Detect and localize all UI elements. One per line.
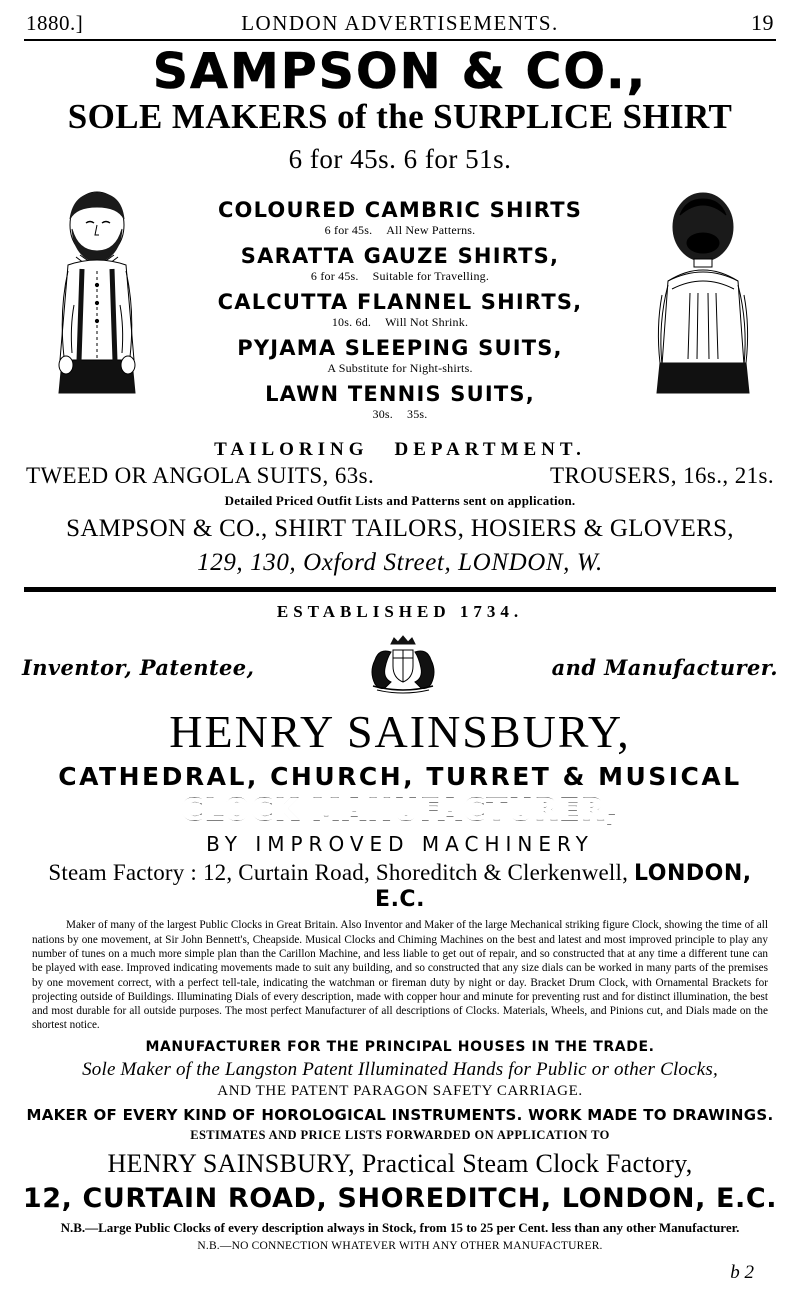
shirt-note-left: 10s. 6d. [331, 315, 372, 329]
sampson-figures-row [22, 185, 778, 429]
shirt-name: CALCUTTA FLANNEL SHIRTS, [217, 289, 583, 314]
tailoring-word-2: DEPARTMENT. [394, 439, 586, 461]
engraving-figure-back [628, 185, 778, 400]
sampson-price-line: 6 for 45s. 6 for 51s. [288, 143, 512, 174]
shirt-note-right: Suitable for Travelling. [372, 268, 490, 283]
established-line: ESTABLISHED 1734. [276, 602, 524, 622]
list-item [172, 337, 628, 376]
sampson-firm-line: SAMPSON & CO., SHIRT TAILORS, HOSIERS & GLOVERS, [66, 515, 734, 543]
tailoring-word-1: TAILORING [214, 439, 369, 461]
shirt-note-right: 35s. [407, 407, 428, 422]
sainsbury-final-address: 12, CURTAIN ROAD, SHOREDITCH, LONDON, E.C. [22, 1182, 778, 1214]
shirt-note [172, 315, 628, 330]
shirt-note [172, 407, 628, 422]
sainsbury-description [32, 918, 768, 1033]
nb-no-connection-note: N.B.—NO CONNECTION WHATEVER WITH ANY OTHER MANUFACTURER. [197, 1240, 603, 1253]
sole-maker-line: Sole Maker of the Langston Patent Illuminated Hands for Public or other Clocks, [82, 1058, 718, 1080]
list-item [172, 245, 628, 284]
coat-of-arms-icon [343, 634, 463, 696]
shirt-name: LAWN TENNIS SUITS, [265, 382, 535, 407]
tailoring-heading [22, 439, 778, 461]
tailoring-prices-row [22, 463, 778, 489]
shirt-name: PYJAMA SLEEPING SUITS, [237, 336, 563, 360]
nb-stock-note: N.B.—Large Public Clocks of every description always in Stock, from 15 to 25 per Cent. less than any other Manufacturer. [60, 1219, 740, 1235]
page-number: 19 [751, 10, 774, 35]
shirt-note [172, 361, 628, 376]
sainsbury-steam-factory [22, 860, 778, 912]
sainsbury-name: HENRY SAINSBURY, [169, 706, 631, 758]
shirt-note-right: All New Patterns. [386, 222, 476, 237]
list-item [172, 291, 628, 330]
ad-sampson [22, 43, 778, 577]
trousers-price: TROUSERS, 16s., 21s. [550, 463, 774, 489]
figure-back-illustration [628, 185, 778, 400]
steam-factory-address: Steam Factory : 12, Curtain Road, Shoreditch & Clerkenwell, [48, 860, 629, 886]
sampson-title: SAMPSON & CO., [152, 43, 648, 100]
shirt-note-left: A Substitute for Night-shirts. [327, 361, 473, 376]
horological-instruments-line: MAKER OF EVERY KIND OF HOROLOGICAL INSTRUMENTS. WORK MADE TO DRAWINGS. [26, 1105, 774, 1124]
sainsbury-final-name: HENRY SAINSBURY, Practical Steam Clock Factory, [107, 1148, 693, 1178]
manufacturer-principal-houses: MANUFACTURER FOR THE PRINCIPAL HOUSES IN THE TRADE. [145, 1038, 655, 1055]
shirt-name: COLOURED CAMBRIC SHIRTS [217, 197, 583, 222]
section-divider [24, 587, 776, 592]
list-item [172, 383, 628, 422]
shirt-note [172, 223, 628, 238]
page-title: LONDON ADVERTISEMENTS. [241, 11, 559, 35]
shirt-note [172, 269, 628, 284]
crest-row [22, 634, 778, 701]
running-head [22, 10, 778, 39]
ad-sainsbury [22, 602, 778, 1252]
shirt-note-left: 6 for 45s. [310, 268, 359, 283]
paragon-safety-carriage: AND THE PATENT PARAGON SAFETY CARRIAGE. [217, 1082, 583, 1099]
shirt-list [172, 185, 628, 429]
shirt-note-right: Will Not Shrink. [385, 315, 469, 329]
royal-arms-crest [343, 634, 463, 701]
man-front-illustration [22, 185, 172, 400]
estimates-line: ESTIMATES AND PRICE LISTS FORWARDED ON APPLICATION TO [190, 1127, 610, 1142]
detailed-lists-note: Detailed Priced Outfit Lists and Patterns sent on application. [224, 493, 576, 509]
page-year: 1880.] [26, 11, 84, 35]
shirt-note-left: 6 for 45s. [324, 222, 373, 237]
list-item [172, 199, 628, 238]
sainsbury-categories: CATHEDRAL, CHURCH, TURRET & MUSICAL [58, 762, 742, 792]
sainsbury-by-machinery: BY IMPROVED MACHINERY [206, 832, 594, 857]
tweed-suits-price: TWEED OR ANGOLA SUITS, 63s. [26, 463, 375, 489]
shirt-name: SARATTA GAUZE SHIRTS, [240, 243, 560, 268]
signature-mark: b 2 [730, 1262, 754, 1284]
sampson-subtitle: SOLE MAKERS of the SURPLICE SHIRT [67, 96, 733, 136]
sainsbury-clock-manufacturer: CLOCK MANUFACTURER, [180, 793, 620, 829]
inventor-patentee-label: Inventor, Patentee, [22, 655, 255, 681]
sampson-address: 129, 130, Oxford Street, LONDON, W. [197, 549, 603, 577]
engraving-man-front [22, 185, 172, 400]
description-text: Maker of many of the largest Public Clocks in Great Britain. Also Inventor and Maker of the large Mechanical striking figure Clock, showing the time of all nations by one movement, at Sir John Bennett's, Cheapside. Musical Clocks and Chiming Machines on the best and latest and most improved principle to play any number of tunes on a much more simple plan than the Carillon Machine, and less liable to get out of repair, and so constructed that at any time a different tune can be played with ease. Improved indicating movements made to suit any building, and so constructed that any size dials can be worked in many parts of the premises by one movement correct, with a perfect tell-tale, indicating the watchman or fireman duty by night or day. Bracket Drum Clock, with Ornamental Brackets for projecting outside of Buildings. Illuminating Dials of every description, made with copper hour and minute for preventing rust and for distinct illumination, the best and most durable for all outside purposes. The most perfect Manufacturer of all descriptions of Clocks. Materials, Wheels, and Pinions cut, and Dials made on the shortest notice. [32, 919, 768, 1032]
manufacturer-label: and Manufacturer. [551, 655, 778, 681]
head-rule [24, 39, 776, 41]
steam-factory-city: LONDON, E.C. [375, 861, 752, 913]
shirt-note-left: 30s. [372, 407, 393, 422]
